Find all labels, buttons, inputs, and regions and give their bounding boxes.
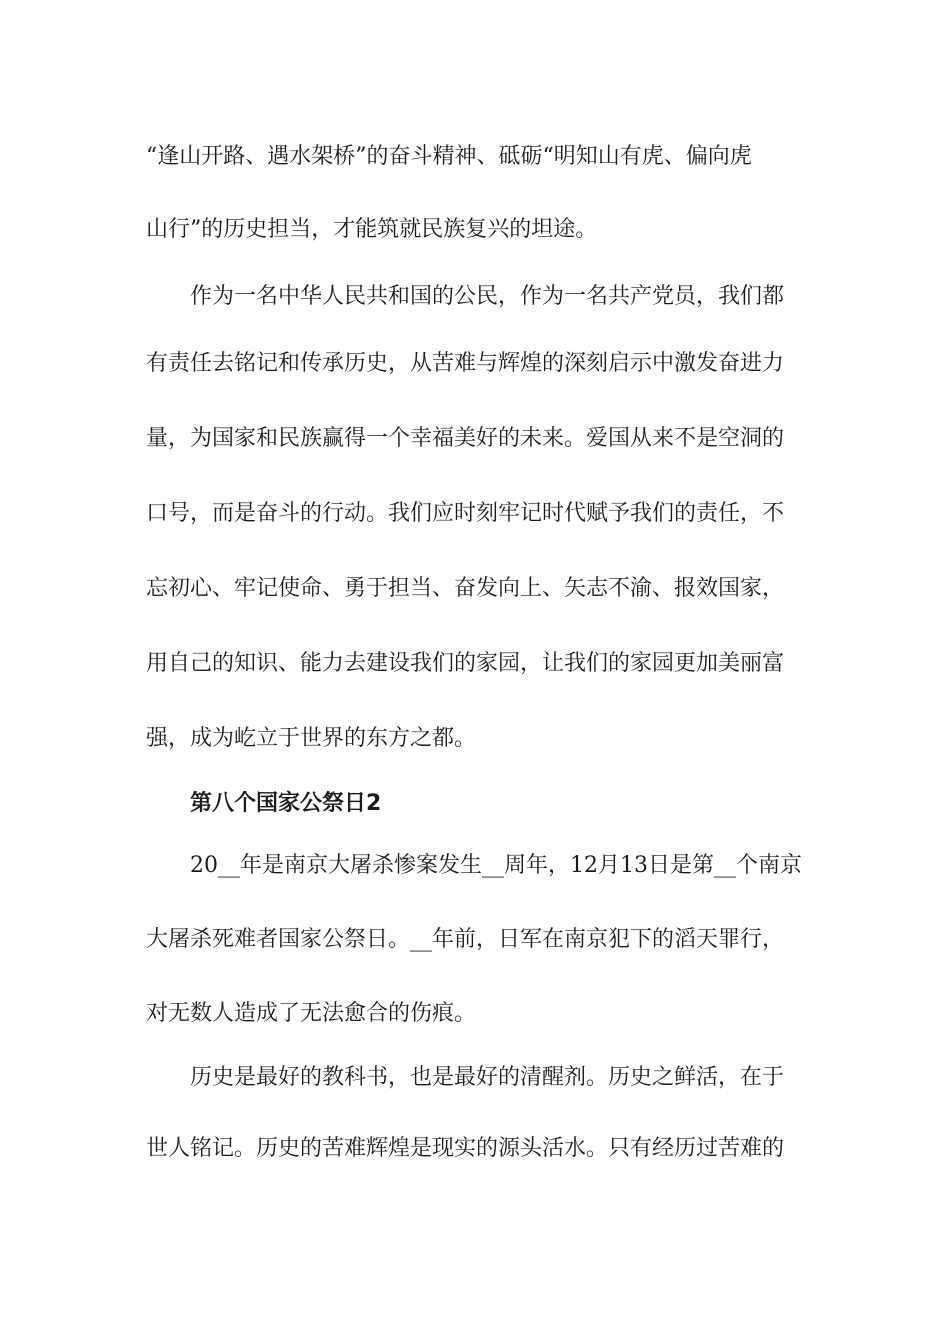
paragraph-line: 20__年是南京大屠杀惨案发生__周年，12月13日是第__个南京 xyxy=(190,853,802,878)
paragraph-line: 有责任去铭记和传承历史，从苦难与辉煌的深刻启示中激发奋进力 xyxy=(146,351,785,376)
paragraph-line: 对无数人造成了无法愈合的伤痕。 xyxy=(146,1001,477,1026)
paragraph-line: 口号，而是奋斗的行动。我们应时刻牢记时代赋予我们的责任，不 xyxy=(146,501,785,526)
paragraph-line: 量，为国家和民族赢得一个幸福美好的未来。爱国从来不是空洞的 xyxy=(146,426,785,451)
paragraph-line: “逢山开路、遇水架桥”的奋斗精神、砥砺“明知山有虎、偏向虎 xyxy=(146,144,752,169)
paragraph-line: 作为一名中华人民共和国的公民，作为一名共产党员，我们都 xyxy=(190,284,785,309)
section-heading: 第八个国家公祭日2 xyxy=(190,791,382,816)
paragraph-line: 世人铭记。历史的苦难辉煌是现实的源头活水。只有经历过苦难的 xyxy=(146,1136,785,1161)
paragraph-line: 强，成为屹立于世界的东方之都。 xyxy=(146,726,477,751)
paragraph-line: 忘初心、牢记使命、勇于担当、奋发向上、矢志不渝、报效国家， xyxy=(146,576,785,601)
paragraph-line: 山行”的历史担当，才能筑就民族复兴的坦途。 xyxy=(146,217,598,242)
paragraph-line: 历史是最好的教科书，也是最好的清醒剂。历史之鲜活，在于 xyxy=(190,1065,785,1090)
paragraph-line: 大屠杀死难者国家公祭日。__年前，日军在南京犯下的滔天罪行， xyxy=(146,927,785,952)
paragraph-line: 用自己的知识、能力去建设我们的家园，让我们的家园更加美丽富 xyxy=(146,651,785,676)
